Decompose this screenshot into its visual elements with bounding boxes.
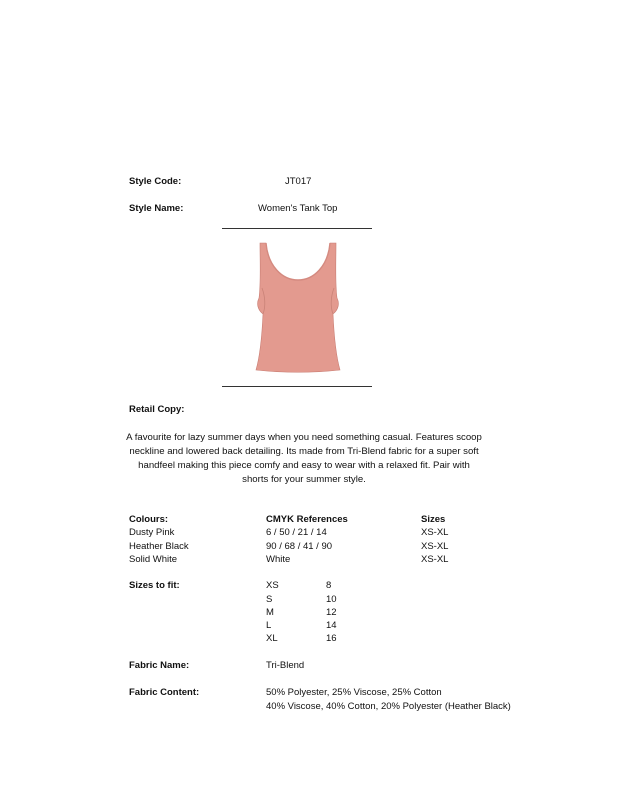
fabric-name-label: Fabric Name: (129, 660, 190, 671)
style-code-label: Style Code: (129, 176, 182, 187)
colours-header: Colours: (129, 514, 169, 525)
colour-name: Solid White (129, 554, 178, 565)
style-name-label: Style Name: (129, 203, 184, 214)
sizes-header: Sizes (421, 514, 446, 525)
style-code-value: JT017 (285, 176, 312, 187)
fit-uk-size: 14 (326, 620, 337, 631)
fabric-name-value: Tri-Blend (266, 660, 305, 671)
top-divider (222, 228, 372, 229)
fit-size: M (266, 607, 274, 618)
sizes-to-fit-label: Sizes to fit: (129, 580, 180, 591)
fit-size: XL (266, 633, 278, 644)
fit-uk-size: 8 (326, 580, 332, 591)
fabric-content-line: 40% Viscose, 40% Cotton, 20% Polyester (Heather Black) (266, 701, 511, 712)
colour-name: Heather Black (129, 541, 189, 552)
colour-sizes: XS-XL (421, 527, 449, 538)
colour-name: Dusty Pink (129, 527, 175, 538)
product-image (252, 240, 344, 374)
fabric-content-line: 50% Polyester, 25% Viscose, 25% Cotton (266, 687, 442, 698)
fit-uk-size: 12 (326, 607, 337, 618)
bottom-divider (222, 386, 372, 387)
style-name-value: Women's Tank Top (258, 203, 338, 214)
tank-top-body (256, 243, 340, 372)
fit-uk-size: 16 (326, 633, 337, 644)
fit-size: XS (266, 580, 279, 591)
fit-size: S (266, 594, 273, 605)
fit-size: L (266, 620, 272, 631)
retail-copy-text: A favourite for lazy summer days when you need something casual. Features scoop neckline and lowered back detailing. Its made from Tri-Blend fabric for a super soft handfeel making this piece comfy and easy to wear with a relaxed fit. Pair with shorts for your summer style. (126, 432, 482, 485)
colour-cmyk: 6 / 50 / 21 / 14 (266, 527, 327, 538)
retail-copy-label: Retail Copy: (129, 404, 185, 415)
colour-sizes: XS-XL (421, 541, 449, 552)
fit-uk-size: 10 (326, 594, 337, 605)
fabric-content-label: Fabric Content: (129, 687, 200, 698)
colour-cmyk: White (266, 554, 291, 565)
colour-cmyk: 90 / 68 / 41 / 90 (266, 541, 333, 552)
colour-sizes: XS-XL (421, 554, 449, 565)
cmyk-header: CMYK References (266, 514, 348, 525)
